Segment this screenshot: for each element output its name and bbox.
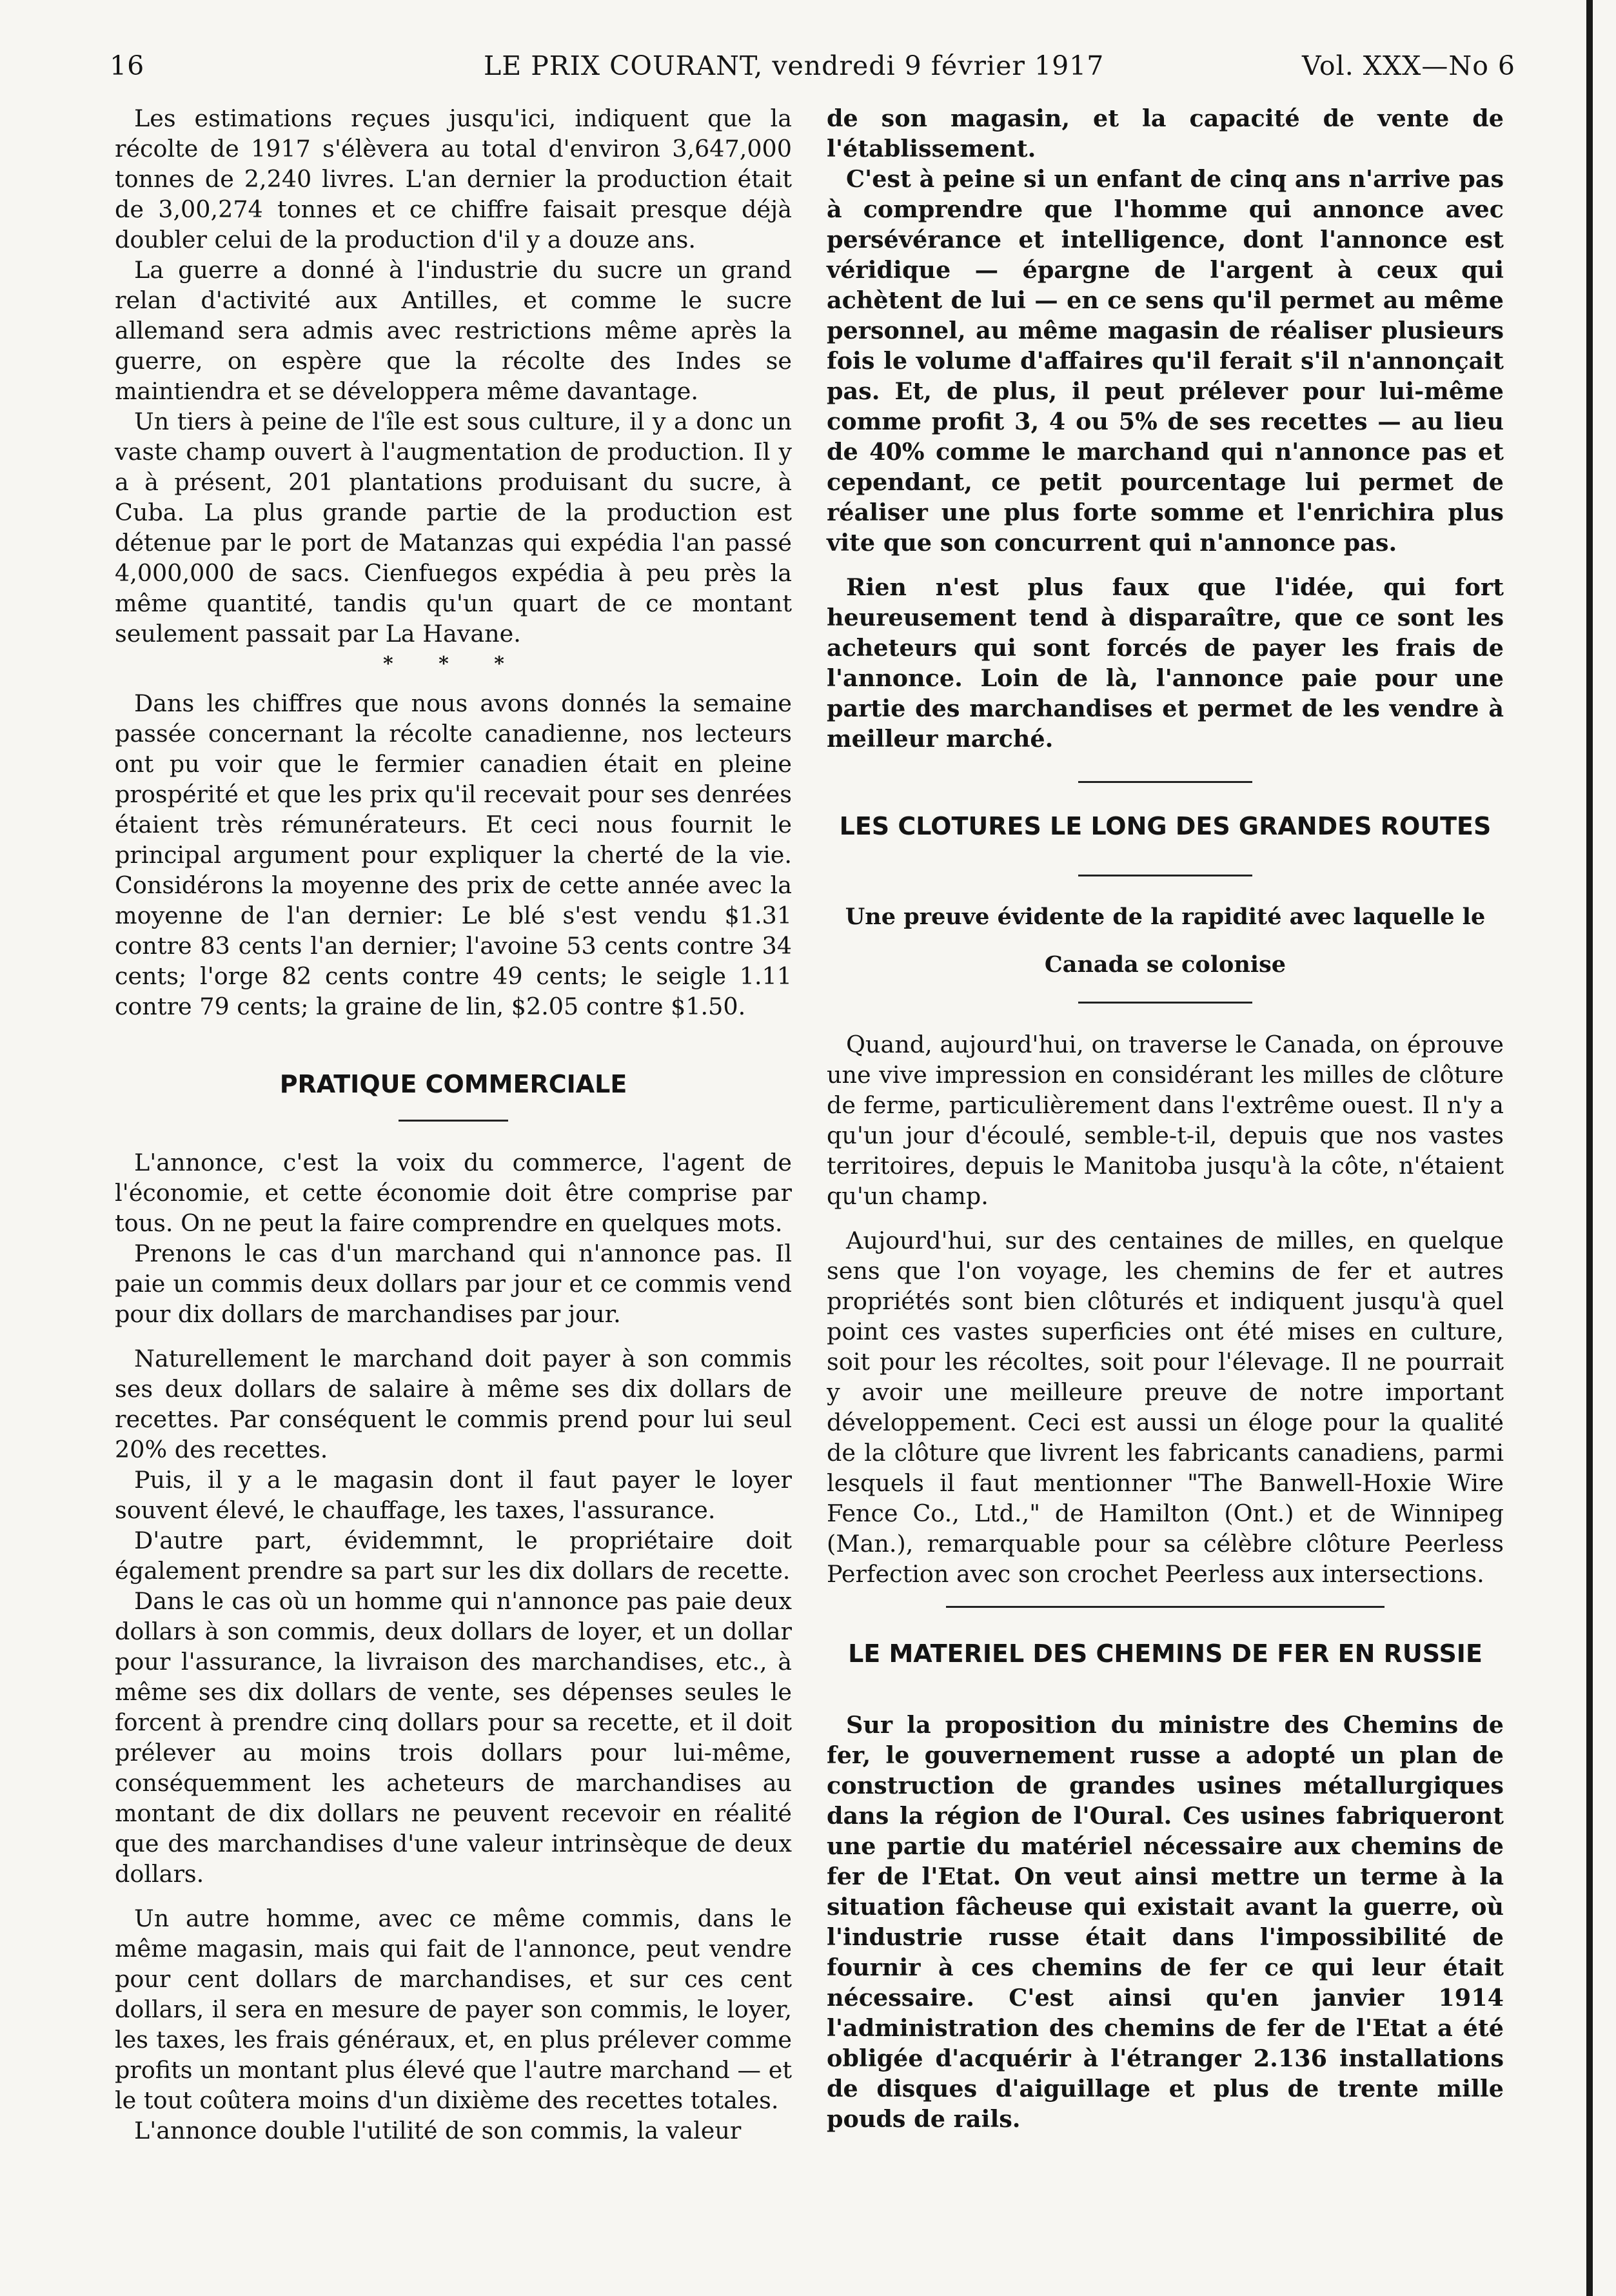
- sugar-paragraph-2: La guerre a donné à l'industrie du sucre un grand relan d'activité aux Antilles, et comme le sucre allemand sera admis avec restrictions même après la guerre, on espère que la récolte des Indes se maintiendra et se développera même davantage.: [115, 256, 792, 405]
- commerce-paragraph-3: Naturellement le marchand doit payer à son commis ses deux dollars de salaire à même ses dix dollars de recettes. Par conséquent le commis prend pour lui seul 20% des recettes.: [115, 1345, 792, 1463]
- right-column: [827, 103, 1504, 2134]
- section-separator: * * *: [383, 653, 524, 675]
- page-number: 16: [110, 50, 145, 81]
- sugar-paragraph-3: Un tiers à peine de l'île est sous culture, il y a donc un vaste champ ouvert à l'augmentation de production. Il y a à présent, 201 plantations produisant du sucre, à Cuba. La plus grande partie de la production est détenue par le port de Matanzas qui expédia l'an passé 4,000,000 de sacs. Cienfuegos expédia à peu près la même quantité, tandis qu'un quart de ce montant seulement passait par La Havane.: [115, 408, 792, 648]
- fences-paragraph-1: Quand, aujourd'hui, on traverse le Canada, on éprouve une vive impression en considérant les milles de clôture de ferme, particulièrement dans l'extrême ouest. Il n'y a qu'un jour d'écoulé, semble-t-il, depuis que nos vastes territoires, depuis le Manitoba jusqu'à la côte, n'étaient qu'un champ.: [827, 1031, 1504, 1210]
- commerce-paragraph-7: Un autre homme, avec ce même commis, dans le même magasin, mais qui fait de l'annonce, peut vendre pour cent dollars de marchandises, et sur ces cent dollars, il sera en mesure de payer son commis, le loyer, les taxes, les frais généraux, et, en plus prélever comme profits un montant plus élevé que l'autre marchand — et le tout coûtera moins d'un dixième des recettes totales.: [115, 1905, 792, 2114]
- fences-paragraph-2: Aujourd'hui, sur des centaines de milles, en quelque sens que l'on voyage, les chemins de fer et autres propriétés sont bien clôturés et indiquent jusqu'à quel point ces vastes superficies ont été mises en culture, soit pour les récoltes, soit pour l'élevage. Il ne pourrait y avoir une meilleure preuve de notre important développement. Ceci est aussi un éloge pour la qualité de la clôture que livrent les fabricants canadiens, parmi lesquels il faut mentionner "The Banwell-Hoxie Wire Fence Co., Ltd.," de Hamilton (Ont.) et de Winnipeg (Man.), remarquable pour sa célèbre clôture Peerless Perfection avec son crochet Peerless aux intersections.: [827, 1227, 1504, 1588]
- volume-number: Vol. XXX—No 6: [1302, 50, 1515, 81]
- commerce-paragraph-8: L'annonce double l'utilité de son commis, la valeur: [134, 2117, 742, 2144]
- commerce-continued-1: de son magasin, et la capacité de vente de l'établissement.: [827, 104, 1504, 163]
- commerce-paragraph-4: Puis, il y a le magasin dont il faut payer le loyer souvent élevé, le chauffage, les taxes, l'assurance.: [115, 1466, 792, 1524]
- commerce-continued-2: C'est à peine si un enfant de cinq ans n'arrive pas à comprendre que l'homme qui annonce avec persévérance et intelligence, dont l'annonce est véridique — épargne de l'argent à ceux qui achètent de lui — en ce sens qu'il permet au même personnel, au même magasin de réaliser plusieurs fois le volume d'affaires qu'il ferait s'il n'annonçait pas. Et, de plus, il peut prélever pour lui-même comme profit 3, 4 ou 5% de ses recettes — au lieu de 40% comme le marchand qui n'annonce pas et cependant, ce petit pourcentage lui permet de réaliser une plus forte somme et l'enrichira plus vite que son concurrent qui n'annonce pas.: [827, 165, 1504, 557]
- section-title-russie: LE MATERIEL DES CHEMINS DE FER EN RUSSIE: [848, 1639, 1483, 1668]
- publication-title: LE PRIX COURANT, vendredi 9 février 1917: [484, 50, 1105, 81]
- running-header: [97, 50, 1515, 89]
- sugar-paragraph-1: Les estimations reçues jusqu'ici, indiquent que la récolte de 1917 s'élèvera au total d'environ 3,647,000 tonnes de 2,240 livres. L'an dernier la production était de 3,00,274 tonnes et ce chiffre faisait presque déjà doubler celui de la production d'il y a douze ans.: [115, 104, 792, 253]
- commerce-continued-3: Rien n'est plus faux que l'idée, qui fort heureusement tend à disparaître, que ce sont les acheteurs qui sont forcés de payer les frais de l'annonce. Loin de là, l'annonce paie pour une partie des marchandises et permet de les vendre à meilleur marché.: [827, 573, 1504, 753]
- section-title-pratique-commerciale: PRATIQUE COMMERCIALE: [279, 1070, 627, 1098]
- commerce-paragraph-2: Prenons le cas d'un marchand qui n'annonce pas. Il paie un commis deux dollars par jour et ce commis vend pour dix dollars de marchandises par jour.: [115, 1240, 792, 1328]
- section-subtitle-clotures: Une preuve évidente de la rapidité avec laquelle le Canada se colonise: [845, 904, 1486, 978]
- russia-paragraph: Sur la proposition du ministre des Chemins de fer, le gouvernement russe a adopté un plan de construction de grandes usines métallurgiques dans la région de l'Oural. Ces usines fabriqueront une partie du matériel nécessaire aux chemins de fer de l'Etat. On veut ainsi mettre un terme à la situation fâcheuse qui existait avant la guerre, où l'industrie russe était dans l'impossibilité de fournir à ces chemins de fer ce qui leur était nécessaire. C'est ainsi qu'en janvier 1914 l'administration des chemins de fer de l'Etat a été obligée d'acquérir à l'étranger 2.136 installations de disques d'aiguillage et plus de trente mille pouds de rails.: [827, 1711, 1504, 2133]
- section-title-clotures: LES CLOTURES LE LONG DES GRANDES ROUTES: [839, 812, 1492, 840]
- commerce-paragraph-5: D'autre part, évidemmnt, le propriétaire doit également prendre sa part sur les dix dollars de recette.: [115, 1527, 792, 1585]
- prices-paragraph: Dans les chiffres que nous avons donnés la semaine passée concernant la récolte canadienne, nos lecteurs ont pu voir que le fermier canadien était en pleine prospérité et que les prix qu'il recevait pour ses denrées étaient très rémunérateurs. Et ceci nous fournit le principal argument pour expliquer la cherté de la vie. Considérons la moyenne des prix de cette année avec la moyenne de l'an dernier: Le blé s'est vendu $1.31 contre 83 cents l'an dernier; l'avoine 53 cents contre 34 cents; l'orge 82 cents contre 49 cents; le seigle 1.11 contre 79 cents; la graine de lin, $2.05 contre $1.50.: [115, 689, 792, 1020]
- left-column: [115, 103, 792, 2146]
- commerce-paragraph-6: Dans le cas où un homme qui n'annonce pas paie deux dollars à son commis, deux dollars de loyer, et un dollar pour l'assurance, la livraison des marchandises, etc., à même ses dix dollars de vente, ses dépenses seules le forcent à prendre cinq dollars pour sa recette, et il doit prélever au moins trois dollars pour lui-même, conséquemment les acheteurs de marchandises au montant de dix dollars ne peuvent recevoir en réalité que des marchandises d'une valeur intrinsèque de deux dollars.: [115, 1587, 792, 1888]
- commerce-paragraph-1: L'annonce, c'est la voix du commerce, l'agent de l'économie, et cette économie doit être comprise par tous. On ne peut la faire comprendre en quelques mots.: [115, 1149, 792, 1237]
- page-edge-shadow: [1586, 0, 1593, 2296]
